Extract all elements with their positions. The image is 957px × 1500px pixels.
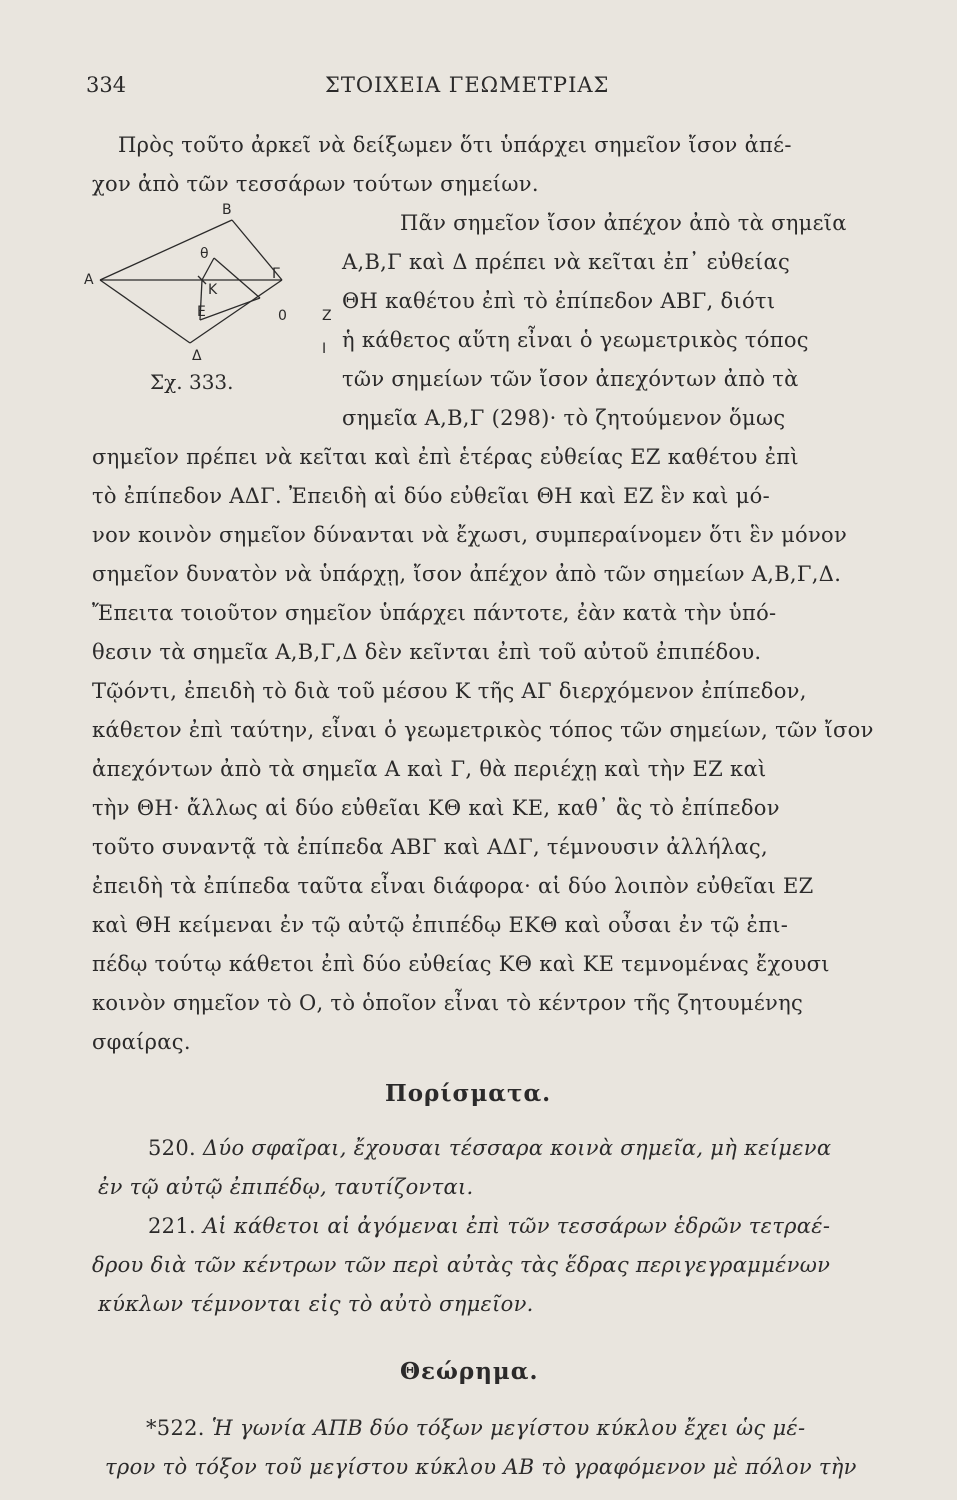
edge-AD: [100, 280, 190, 343]
corollary-221-line2: δρου διὰ τῶν κέντρων τῶν περὶ αὐτὰς τὰς ἕδρας περιγεγραμμένων: [92, 1253, 831, 1277]
text-line: Τῷόντι, ἐπειδὴ τὸ διὰ τοῦ μέσου Κ τῆς ΑΓ διερχόμενον ἐπίπεδον,: [92, 679, 807, 703]
corollary-520-line1: [148, 1135, 831, 1161]
theorem-line1: [146, 1415, 805, 1441]
corollary-520-line2: ἐν τῷ αὐτῷ ἐπιπέδῳ, ταυτίζονται.: [98, 1175, 474, 1199]
fig-point-label: θ: [200, 246, 209, 262]
fig-point-label: Β: [222, 202, 232, 218]
text-line: τὸ ἐπίπεδον ΑΔΓ. Ἐπειδὴ αἱ δύο εὐθεῖαι ΘΗ καὶ ΕΖ ἓν καὶ μό-: [92, 484, 770, 508]
text-line: ἀπεχόντων ἀπὸ τὰ σημεῖα Α καὶ Γ, θὰ περιέχῃ καὶ τὴν ΕΖ καὶ: [92, 757, 767, 781]
fig-point-label: Κ: [208, 282, 218, 298]
running-title: ΣΤΟΙΧΕΙΑ ΓΕΩΜΕΤΡΙΑΣ: [325, 73, 610, 97]
text-line: καὶ ΘΗ κείμεναι ἐν τῷ αὐτῷ ἐπιπέδῳ ΕΚΘ καὶ οὖσαι ἐν τῷ ἐπι-: [92, 913, 789, 937]
section-heading-corollaries: Πορίσματα.: [385, 1080, 552, 1107]
fig-point-label: Ζ: [322, 308, 332, 324]
text-line: τῶν σημείων τῶν ἴσον ἀπεχόντων ἀπὸ τὰ: [342, 367, 799, 391]
theorem-line2: τρον τὸ τόξον τοῦ μεγίστου κύκλου ΑΒ τὸ γραφόμενον μὲ πόλον τὴν: [105, 1455, 857, 1479]
section-heading-theorem: Θεώρημα.: [400, 1358, 539, 1385]
fig-point-label: Γ: [272, 266, 280, 282]
text-line: νον κοινὸν σημεῖον δύνανται νὰ ἔχωσι, συμπεραίνομεν ὅτι ἓν μόνον: [92, 523, 848, 547]
text-line: κάθετον ἐπὶ ταύτην, εἶναι ὁ γεωμετρικὸς τόπος τῶν σημείων, τῶν ἴσον: [92, 718, 874, 742]
text-line: τοῦτο συναντᾷ τὰ ἐπίπεδα ΑΒΓ καὶ ΑΔΓ, τέμνουσιν ἀλλήλας,: [92, 835, 768, 859]
text-line: τὴν ΘΗ· ἄλλως αἱ δύο εὐθεῖαι ΚΘ καὶ ΚΕ, καθ᾽ ἃς τὸ ἐπίπεδον: [92, 796, 780, 820]
fig-point-label: Ι: [322, 341, 327, 357]
text-line: σημεῖον δυνατὸν νὰ ὑπάρχῃ, ἴσον ἀπέχον ἀπὸ τῶν σημείων Α,Β,Γ,Δ.: [92, 562, 842, 586]
text-line: σφαίρας.: [92, 1030, 191, 1054]
fig-point-label: Α: [84, 272, 94, 288]
segment-EZ: [200, 298, 260, 320]
corollary-text: Αἱ κάθετοι αἱ ἀγόμεναι ἐπὶ τῶν τεσσάρων ἑδρῶν τετραέ-: [202, 1214, 831, 1238]
corollary-number: 520.: [148, 1136, 196, 1160]
text-line: Α,Β,Γ καὶ Δ πρέπει νὰ κεῖται ἐπ᾽ εὐθείας: [342, 250, 791, 274]
fig-point-label: Δ: [192, 348, 202, 364]
text-line: Πᾶν σημεῖον ἴσον ἀπέχον ἀπὸ τὰ σημεῖα: [400, 211, 847, 235]
fig-point-label: 0: [278, 308, 287, 324]
text-line: κοινὸν σημεῖον τὸ Ο, τὸ ὁποῖον εἶναι τὸ κέντρον τῆς ζητουμένης: [92, 991, 804, 1015]
theorem-number: *522.: [146, 1416, 205, 1440]
corollary-221-line1: [148, 1213, 830, 1239]
corollary-text: Δύο σφαῖραι, ἔχουσαι τέσσαρα κοινὰ σημεῖα, μὴ κείμενα: [202, 1136, 832, 1160]
theorem-text: Ἡ γωνία ΑΠΒ δύο τόξων μεγίστου κύκλου ἔχει ὡς μέ-: [211, 1416, 806, 1440]
text-line: σημεῖον πρέπει νὰ κεῖται καὶ ἐπὶ ἑτέρας εὐθείας ΕΖ καθέτου ἐπὶ: [92, 445, 799, 469]
text-line: πέδῳ τούτῳ κάθετοι ἐπὶ δύο εὐθείας ΚΘ καὶ ΚΕ τεμνομένας ἔχουσι: [92, 952, 830, 976]
text-line: Ἔπειτα τοιοῦτον σημεῖον ὑπάρχει πάντοτε, ἐὰν κατὰ τὴν ὑπό-: [92, 601, 777, 625]
figure-caption: Σχ. 333.: [150, 370, 234, 394]
text-line: Πρὸς τοῦτο ἀρκεῖ νὰ δείξωμεν ὅτι ὑπάρχει σημεῖον ἴσον ἀπέ-: [118, 133, 792, 157]
corollary-221-line3: κύκλων τέμνονται εἰς τὸ αὐτὸ σημεῖον.: [98, 1292, 534, 1316]
page-number: 334: [86, 73, 127, 97]
text-line: ἐπειδὴ τὰ ἐπίπεδα ταῦτα εἶναι διάφορα· αἱ δύο λοιπὸν εὐθεῖαι ΕΖ: [92, 874, 814, 898]
corollary-number: 221.: [148, 1214, 196, 1238]
fig-point-label: Ε: [197, 304, 206, 320]
text-line: θεσιν τὰ σημεῖα Α,Β,Γ,Δ δὲν κεῖνται ἐπὶ τοῦ αὐτοῦ ἐπιπέδου.: [92, 640, 762, 664]
text-line: χον ἀπὸ τῶν τεσσάρων τούτων σημείων.: [92, 172, 539, 196]
segment-ThetaH: [214, 258, 260, 298]
text-line: σημεῖα Α,Β,Γ (298)· τὸ ζητούμενον ὅμως: [342, 406, 786, 430]
edge-AB: [100, 220, 232, 280]
text-line: ἡ κάθετος αὕτη εἶναι ὁ γεωμετρικὸς τόπος: [342, 328, 809, 352]
text-line: ΘΗ καθέτου ἐπὶ τὸ ἐπίπεδον ΑΒΓ, διότι: [342, 289, 776, 313]
figure-333: [82, 198, 332, 373]
